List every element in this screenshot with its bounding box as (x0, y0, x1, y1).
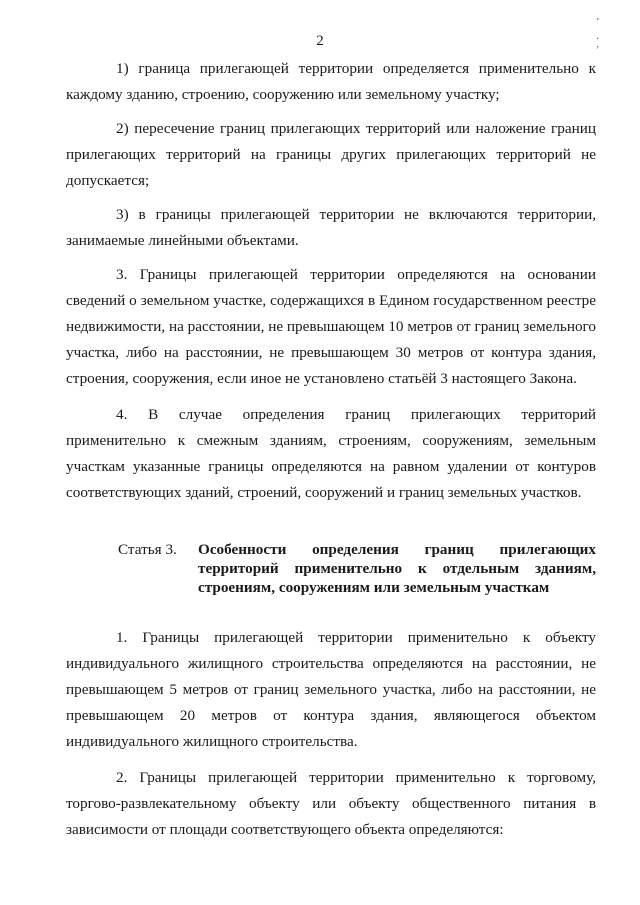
article-heading (66, 540, 596, 597)
article-title (198, 540, 596, 597)
paragraph-4: 3. Границы прилегающей территории определяются на основании сведений о земельном участке, содержащихся в Едином государственном реестре недвижимости, на расстоянии, не превышающем 10 метров от границ земельного участка, либо на расстоянии, не превышающем 30 метров от контура здания, строения, сооружения, если иное не установлено статьёй 3 настоящего Закона. (66, 266, 596, 387)
page-number: 2 (316, 33, 324, 49)
article-title-line: строениям, сооружениям или земельным участкам (198, 579, 550, 596)
paragraph-5: 4. В случае определения границ прилегающих территорий применительно к смежным зданиям, строениям, сооружениям, земельным участкам указанные границы определяются на равном удалении от контуров соответствующих зданий, строений, сооружений и границ земельных участков. (66, 406, 596, 501)
article-label: Статья 3. (118, 541, 177, 558)
article-paragraph-2: 2. Границы прилегающей территории применительно к торговому, торгово-развлекательному объекту или объекту общественного питания в зависимости от площади соответствующего объекта определяются: (66, 769, 596, 838)
paragraph-3: 3) в границы прилегающей территории не включаются территории, занимаемые линейными объектами. (66, 206, 596, 249)
paragraph-2: 2) пересечение границ прилегающих территорий или наложение границ прилегающих территорий на границы других прилегающих территорий не допускается; (66, 120, 596, 189)
article-paragraph-1: 1. Границы прилегающей территории применительно к объекту индивидуального жилищного строительства определяются на расстоянии, не превышающем 5 метров от границ земельного участка, либо на расстоянии, не превышающем 20 метров от контура здания, являющегося объектом индивидуального жилищного строительства. (66, 629, 596, 750)
article-title-line: Особенности определения границ прилегающих (198, 541, 596, 558)
paragraph-1: 1) граница прилегающей территории определяется применительно к каждому зданию, строению, сооружению или земельному участку; (66, 60, 596, 103)
document-body (66, 56, 596, 853)
article-title-line: территорий применительно к отдельным зданиям, (198, 560, 596, 577)
scan-edge-marks: ’ ․ ’ (596, 17, 600, 56)
